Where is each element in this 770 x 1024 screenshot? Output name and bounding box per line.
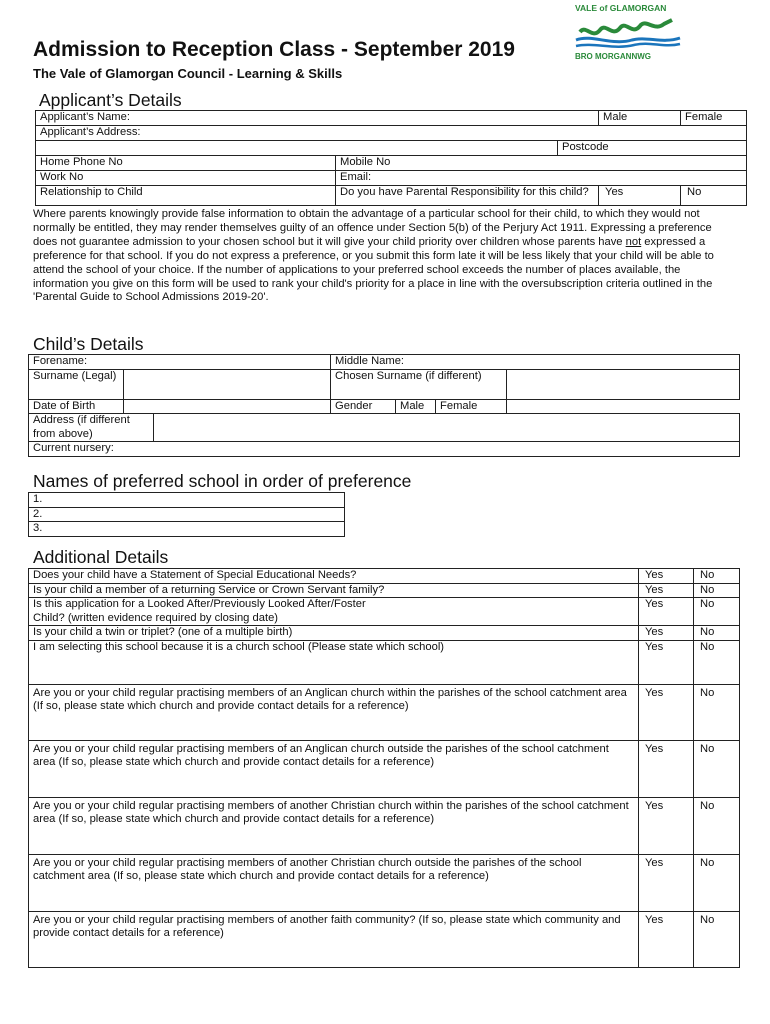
question-christian-within-no[interactable]: No	[694, 797, 740, 854]
question-christian-within: Are you or your child regular practising members of another Christian church within the parishes of the school catchment area (If so, please state which church and provide contact details for a reference)	[29, 797, 639, 854]
nursery-field[interactable]: Current nursery:	[29, 442, 740, 457]
question-twin-no[interactable]: No	[694, 626, 740, 641]
question-looked-after: Is this application for a Looked After/Previously Looked After/Foster Child? (written evidence required by closing date)	[29, 598, 639, 626]
relationship-field[interactable]: Relationship to Child	[36, 185, 336, 205]
preference-2-field[interactable]: 2.	[29, 507, 345, 522]
postcode-field[interactable]: Postcode	[558, 141, 747, 156]
dob-input[interactable]	[124, 399, 331, 414]
work-phone-field[interactable]: Work No	[36, 170, 336, 185]
question-christian-outside-no[interactable]: No	[694, 854, 740, 911]
address-line-field[interactable]	[36, 141, 517, 156]
logo-wave-icon	[576, 38, 680, 42]
question-anglican-within-yes[interactable]: Yes	[639, 684, 694, 740]
logo-graphic	[572, 2, 684, 62]
question-service-family: Is your child a member of a returning Service or Crown Servant family?	[29, 583, 639, 598]
question-church-school: I am selecting this school because it is a church school (Please state which school)	[29, 640, 639, 684]
child-table	[28, 354, 740, 457]
question-send-yes[interactable]: Yes	[639, 569, 694, 584]
question-send: Does your child have a Statement of Special Educational Needs?	[29, 569, 639, 584]
question-other-faith: Are you or your child regular practising members of another faith community? (If so, please state which community and provide contact details for a reference)	[29, 911, 639, 967]
preferences-table	[28, 492, 345, 537]
additional-table	[28, 568, 740, 968]
question-anglican-outside-no[interactable]: No	[694, 740, 740, 797]
chosen-surname-label: Chosen Surname (if different)	[331, 369, 507, 399]
preferences-heading: Names of preferred school in order of preference	[33, 471, 412, 491]
applicant-heading: Applicant’s Details	[39, 90, 182, 110]
page-title: Admission to Reception Class - September 2019	[33, 38, 515, 61]
question-send-no[interactable]: No	[694, 569, 740, 584]
question-anglican-outside-yes[interactable]: Yes	[639, 740, 694, 797]
child-heading: Child’s Details	[33, 334, 144, 354]
parental-responsibility-label: Do you have Parental Responsibility for this child?	[336, 185, 599, 205]
question-anglican-within-no[interactable]: No	[694, 684, 740, 740]
question-other-faith-yes[interactable]: Yes	[639, 911, 694, 967]
page-subtitle: The Vale of Glamorgan Council - Learning & Skills	[33, 66, 343, 81]
logo-hills-icon	[580, 20, 672, 33]
child-female-option[interactable]: Female	[436, 399, 507, 414]
applicant-male-option[interactable]: Male	[599, 111, 681, 126]
applicant-female-option[interactable]: Female	[681, 111, 747, 126]
preference-1-field[interactable]: 1.	[29, 493, 345, 508]
additional-heading: Additional Details	[33, 547, 169, 567]
logo-top-text: VALE of GLAMORGAN	[575, 3, 667, 13]
applicant-address-field[interactable]: Applicant’s Address:	[36, 126, 747, 141]
applicant-name-field[interactable]: Applicant’s Name:	[36, 111, 599, 126]
email-field[interactable]: Email:	[336, 170, 747, 185]
chosen-surname-input[interactable]	[507, 369, 740, 399]
declaration-underlined: not	[625, 235, 642, 248]
surname-input[interactable]	[124, 369, 331, 399]
question-anglican-within: Are you or your child regular practising members of an Anglican church within the parishes of the school catchment area (If so, please state which church and provide contact details for a reference)	[29, 684, 639, 740]
address-spacer	[517, 141, 558, 156]
gender-label: Gender	[331, 399, 396, 414]
council-logo	[572, 2, 684, 62]
question-service-family-yes[interactable]: Yes	[639, 583, 694, 598]
question-church-school-no[interactable]: No	[694, 640, 740, 684]
declaration-part2: expressed a preference for that school. If you do not express a preference, or you submit this form late it will be less likely that your child will be able to attend the school of your choice. If the number of applications to your preferred school exceeds the number of places available, the information you give on this form will be used to rank your child's priority for a place in line with the oversubscription criteria outlined in the 'Parental Guide to School Admissions 2019-20'.	[33, 235, 714, 304]
parental-resp-yes-option[interactable]: Yes	[599, 185, 681, 205]
middle-name-field[interactable]: Middle Name:	[331, 355, 740, 370]
question-anglican-outside: Are you or your child regular practising members of an Anglican church outside the parishes of the school catchment area (If so, please state which church and provide contact details for a reference)	[29, 740, 639, 797]
question-twin-yes[interactable]: Yes	[639, 626, 694, 641]
question-church-school-yes[interactable]: Yes	[639, 640, 694, 684]
question-twin: Is your child a twin or triplet? (one of a multiple birth)	[29, 626, 639, 641]
question-service-family-no[interactable]: No	[694, 583, 740, 598]
parental-resp-no-option[interactable]: No	[681, 185, 747, 205]
surname-label: Surname (Legal)	[29, 369, 124, 399]
child-address-label: Address (if different from above)	[29, 414, 154, 442]
logo-wave2-icon	[576, 44, 680, 47]
declaration-text	[33, 208, 733, 305]
forename-field[interactable]: Forename:	[29, 355, 331, 370]
question-christian-outside-yes[interactable]: Yes	[639, 854, 694, 911]
declaration-part1: Where parents knowingly provide false information to obtain the advantage of a particular school for their child, to which they would not normally be entitled, they may render themselves guilty of an offence under Section 5(b) of the Perjury Act 1911. Expressing a preference does not guarantee admission to your chosen school but it will give your child priority over children whose parents have	[33, 208, 712, 248]
question-christian-outside: Are you or your child regular practising members of another Christian church outside the parishes of the school catchment area (If so, please state which church and provide contact details for a reference)	[29, 854, 639, 911]
child-address-input[interactable]	[154, 414, 740, 442]
preference-3-field[interactable]: 3.	[29, 522, 345, 537]
logo-bottom-text: BRO MORGANNWG	[575, 52, 651, 61]
question-other-faith-no[interactable]: No	[694, 911, 740, 967]
question-looked-after-no[interactable]: No	[694, 598, 740, 626]
dob-label: Date of Birth	[29, 399, 124, 414]
mobile-field[interactable]: Mobile No	[336, 155, 747, 170]
gender-spacer	[507, 399, 740, 414]
question-looked-after-yes[interactable]: Yes	[639, 598, 694, 626]
home-phone-field[interactable]: Home Phone No	[36, 155, 336, 170]
child-male-option[interactable]: Male	[396, 399, 436, 414]
applicant-table	[35, 110, 747, 206]
question-christian-within-yes[interactable]: Yes	[639, 797, 694, 854]
